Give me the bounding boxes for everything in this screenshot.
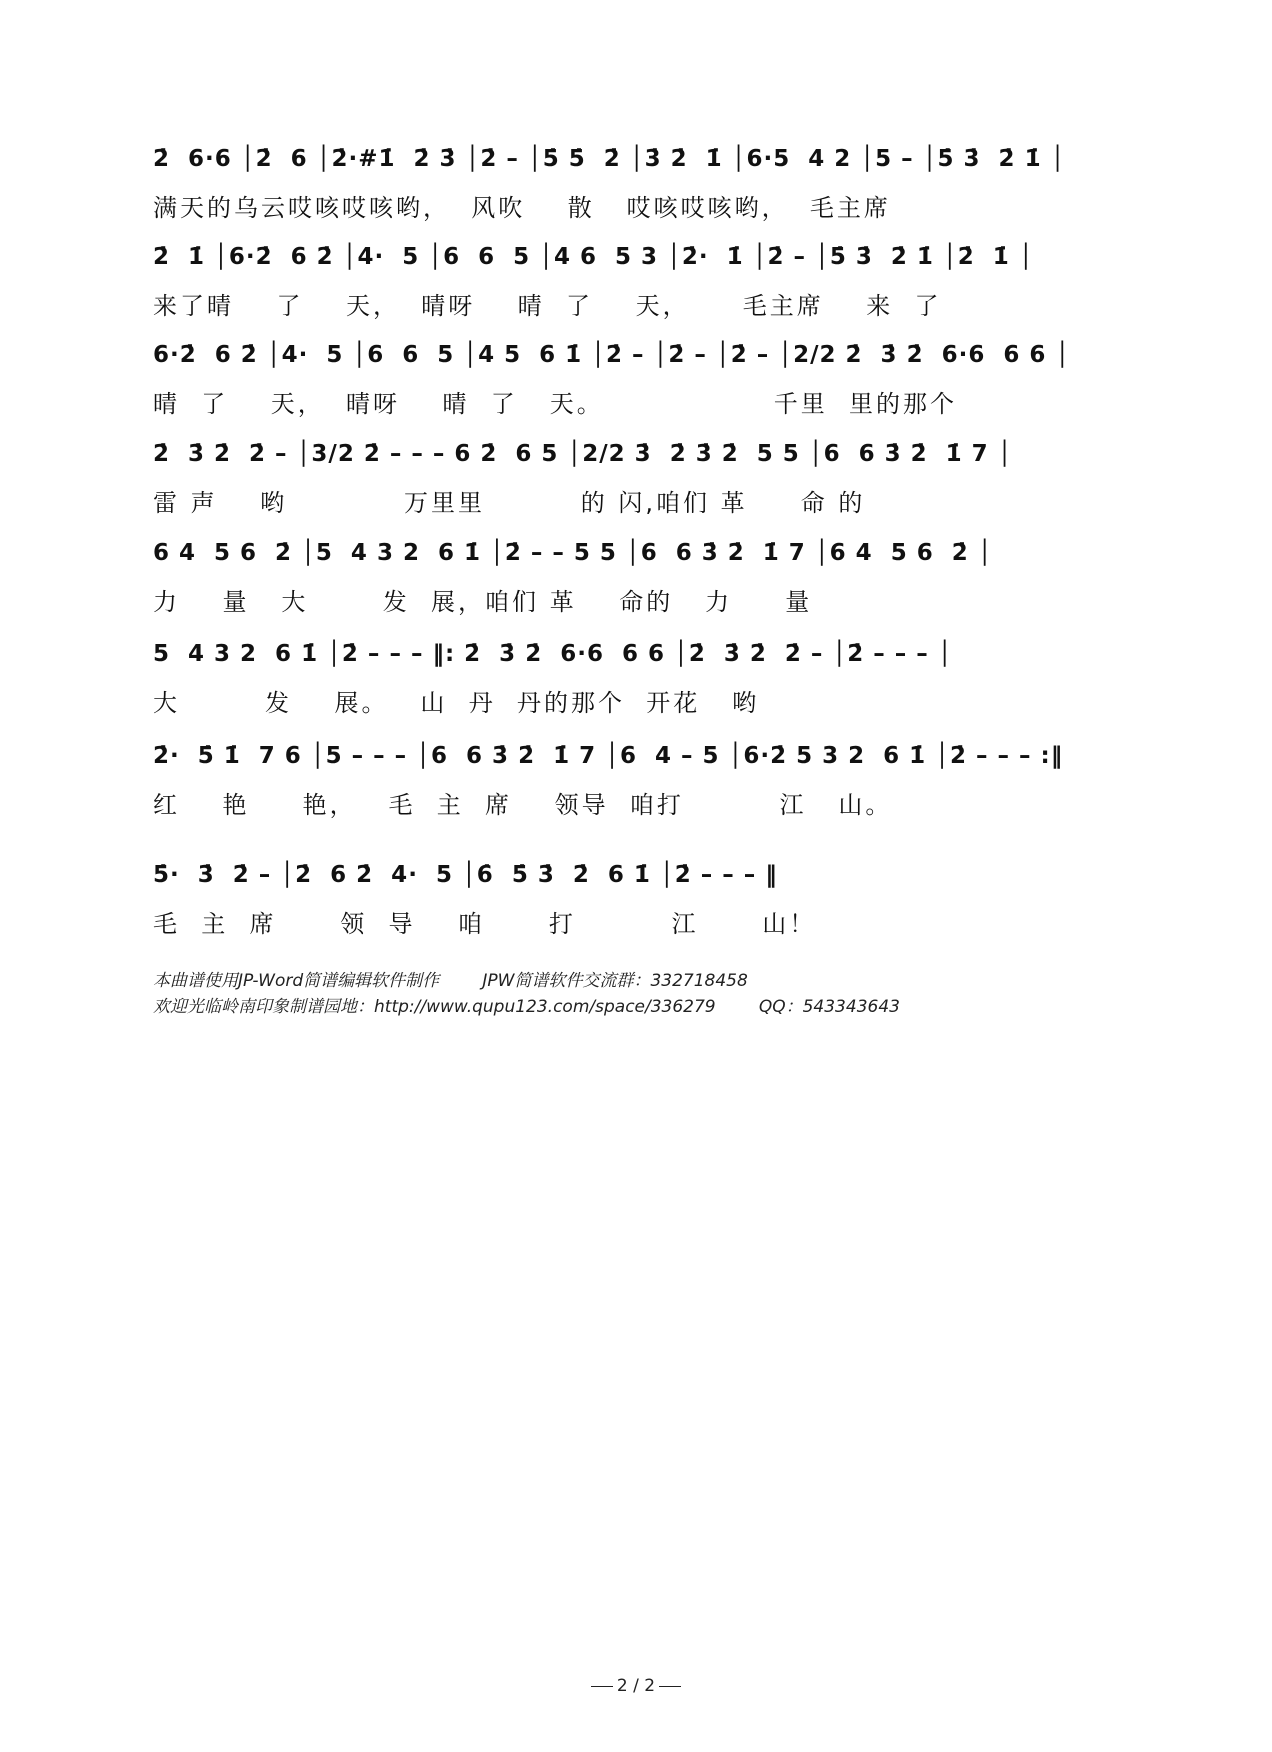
page-number-text: 2 / 2 [616,1676,656,1696]
lyrics-line: 红 艳 艳， 毛 主 席 领导 咱打 江 山。 [153,791,893,819]
page-number-rule-right [659,1686,681,1687]
lyrics-line: 晴 了 天， 晴呀 晴 了 天。 千里 里的那个 [153,390,958,418]
notation-line: 5 4 3 2 6 1̇ │2̇ – – – ‖: 2̇ 3̇ 2̇ 6·6 6 6 │2̇ 3̇ 2̇ 2̇ – │2̇ – – – │ [153,641,953,667]
footer-credit-line: 本曲谱使用JP-Word简谱编辑软件制作 JPW简谱软件交流群：332718458 [153,971,748,991]
notation-line: 2̇ 6·6 │2̇ 6 │2̇·#1̇ 2̇ 3̇ │2̇ – │5̇ 5̇ 2̇ │3̇ 2̇ 1̇ │6·5 4 2 │5 – │5̇ 3̇ 2̇ 1̇ │ [153,146,1066,172]
notation-line: 5̇· 3̇ 2̇ – │2̇ 6 2̇ 4· 5 │6̇ 5̇ 3̇ 2̇ 6 1̇ │2̇ – – – ‖ [153,862,778,888]
lyrics-line: 毛 主 席 领 导 咱 打 江 山！ [153,910,817,938]
footer-contact-line: 欢迎光临岭南印象制谱园地：http://www.qupu123.com/space/336279 QQ：543343643 [153,997,900,1017]
notation-line: 2̇ 1̇ │6·2̇ 6 2̇ │4· 5 │6 6 5 │4 6 5 3 │2̇· 1̇ │2̇ – │5̇ 3̇ 2̇ 1̇ │2̇ 1̇ │ [153,244,1034,270]
notation-line: 6 4 5 6 2̇ │5 4 3 2 6 1̇ │2̇ – – 5 5 │6 6 3̇ 2̇ 1̇ 7 │6 4 5 6 2̇ │ [153,540,993,566]
notation-line: 2̇· 5̇ 1̇ 7 6 │5 – – – │6 6 3̇ 2̇ 1̇ 7 │6 4 – 5 │6·2̇ 5 3 2 6 1̇ │2̇ – – – :‖ [153,743,1064,769]
lyrics-line: 雷 声 哟 万里里 的 闪,咱们 革 命 的 [153,489,866,517]
lyrics-line: 力 量 大 发 展，咱们 革 命的 力 量 [153,588,813,616]
page-number [0,1676,1272,1696]
lyrics-line: 满天的乌云哎咳哎咳哟， 风吹 散 哎咳哎咳哟， 毛主席 [153,194,891,222]
notation-line: 6·2̇ 6 2̇ │4· 5 │6 6 5 │4 5 6 1̇ │2̇ – │2̇ – │2̇ – │2/2 2̇ 3̇ 2̇ 6·6 6 6 │ [153,342,1071,368]
lyrics-line: 大 发 展。 山 丹 丹的那个 开花 哟 [153,689,760,717]
page-number-rule-left [591,1686,613,1687]
lyrics-line: 来了晴 了 天， 晴呀 晴 了 天， 毛主席 来 了 [153,292,942,320]
notation-line: 2̇ 3̇ 2̇ 2̇ – │3/2 2̇ – – – 6 2̇ 6 5 │2/2 3̇ 2̇ 3̇ 2̇ 5 5 │6 6 3̇ 2̇ 1̇ 7 │ [153,441,1013,467]
